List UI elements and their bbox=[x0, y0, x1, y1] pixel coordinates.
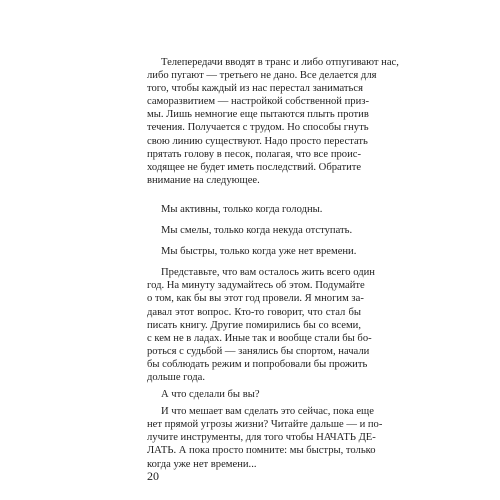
text-line: внимание на следующее. bbox=[147, 174, 260, 186]
text-line: нет прямой угрозы жизни? Читайте дальше — и по- bbox=[147, 419, 383, 431]
text-line: год. На минуту задумайтесь об этом. Подумайте bbox=[147, 280, 365, 292]
text-line: ходящее не будет иметь последствий. Обратите bbox=[147, 161, 362, 173]
paragraph-imagine bbox=[147, 266, 375, 384]
text-line: когда уже нет времени... bbox=[147, 458, 257, 470]
text-line: Телепередачи вводят в транс и либо отпугивают нас, bbox=[161, 57, 399, 68]
text-line: роться с судьбой — занялись бы спортом, начали bbox=[147, 345, 370, 357]
statement-line: Мы активны, только когда голодны. bbox=[161, 203, 323, 215]
text-line: Представьте, что вам осталось жить всего один bbox=[161, 267, 375, 279]
text-line: прятать голову в песок, полагая, что все проис- bbox=[147, 148, 361, 160]
page-number: 20 bbox=[147, 469, 159, 483]
statement-line: Мы смелы, только когда некуда отступать. bbox=[161, 225, 353, 237]
text-line: мы. Лишь немногие еще пытаются плыть против bbox=[147, 109, 369, 121]
paragraph-intro bbox=[147, 56, 399, 187]
text-line: писать книгу. Другие помирились бы со всеми, bbox=[147, 319, 361, 331]
text-line: лучите инструменты, для того чтобы НАЧАТЬ ДЕ- bbox=[147, 432, 376, 444]
text-line: о том, как бы вы этот год провели. Я многим за- bbox=[147, 293, 364, 305]
text-line: саморазвитием — настройкой собственной приз- bbox=[147, 96, 369, 108]
text-line: давал этот вопрос. Кто-то говорит, что стал бы bbox=[147, 306, 361, 318]
text-line: ЛАТЬ. А пока просто помните: мы быстры, только bbox=[147, 445, 376, 457]
text-line: бы соблюдать режим и попробовали бы прожить bbox=[147, 358, 368, 370]
text-line: дольше года. bbox=[147, 371, 205, 383]
text-line: либо пугают — третьего не дано. Все делается для bbox=[147, 70, 377, 82]
text-line: того, чтобы каждый из нас перестал заниматься bbox=[147, 83, 363, 95]
text-line: И что мешает вам сделать это сейчас, пока еще bbox=[161, 406, 374, 418]
statements-list bbox=[147, 203, 361, 258]
paragraph-conclusion bbox=[147, 405, 383, 470]
question-line: А что сделали бы вы? bbox=[161, 389, 260, 401]
page-text bbox=[147, 56, 399, 471]
statement-line: Мы быстры, только когда уже нет времени. bbox=[161, 246, 357, 258]
text-line: свою линию существуют. Надо просто перестать bbox=[147, 135, 368, 147]
text-line: с кем не в ладах. Иные так и вообще стали бы бо- bbox=[147, 332, 372, 344]
paragraph-question bbox=[147, 388, 361, 401]
text-line: течения. Получается с трудом. Но способы гнуть bbox=[147, 122, 369, 134]
